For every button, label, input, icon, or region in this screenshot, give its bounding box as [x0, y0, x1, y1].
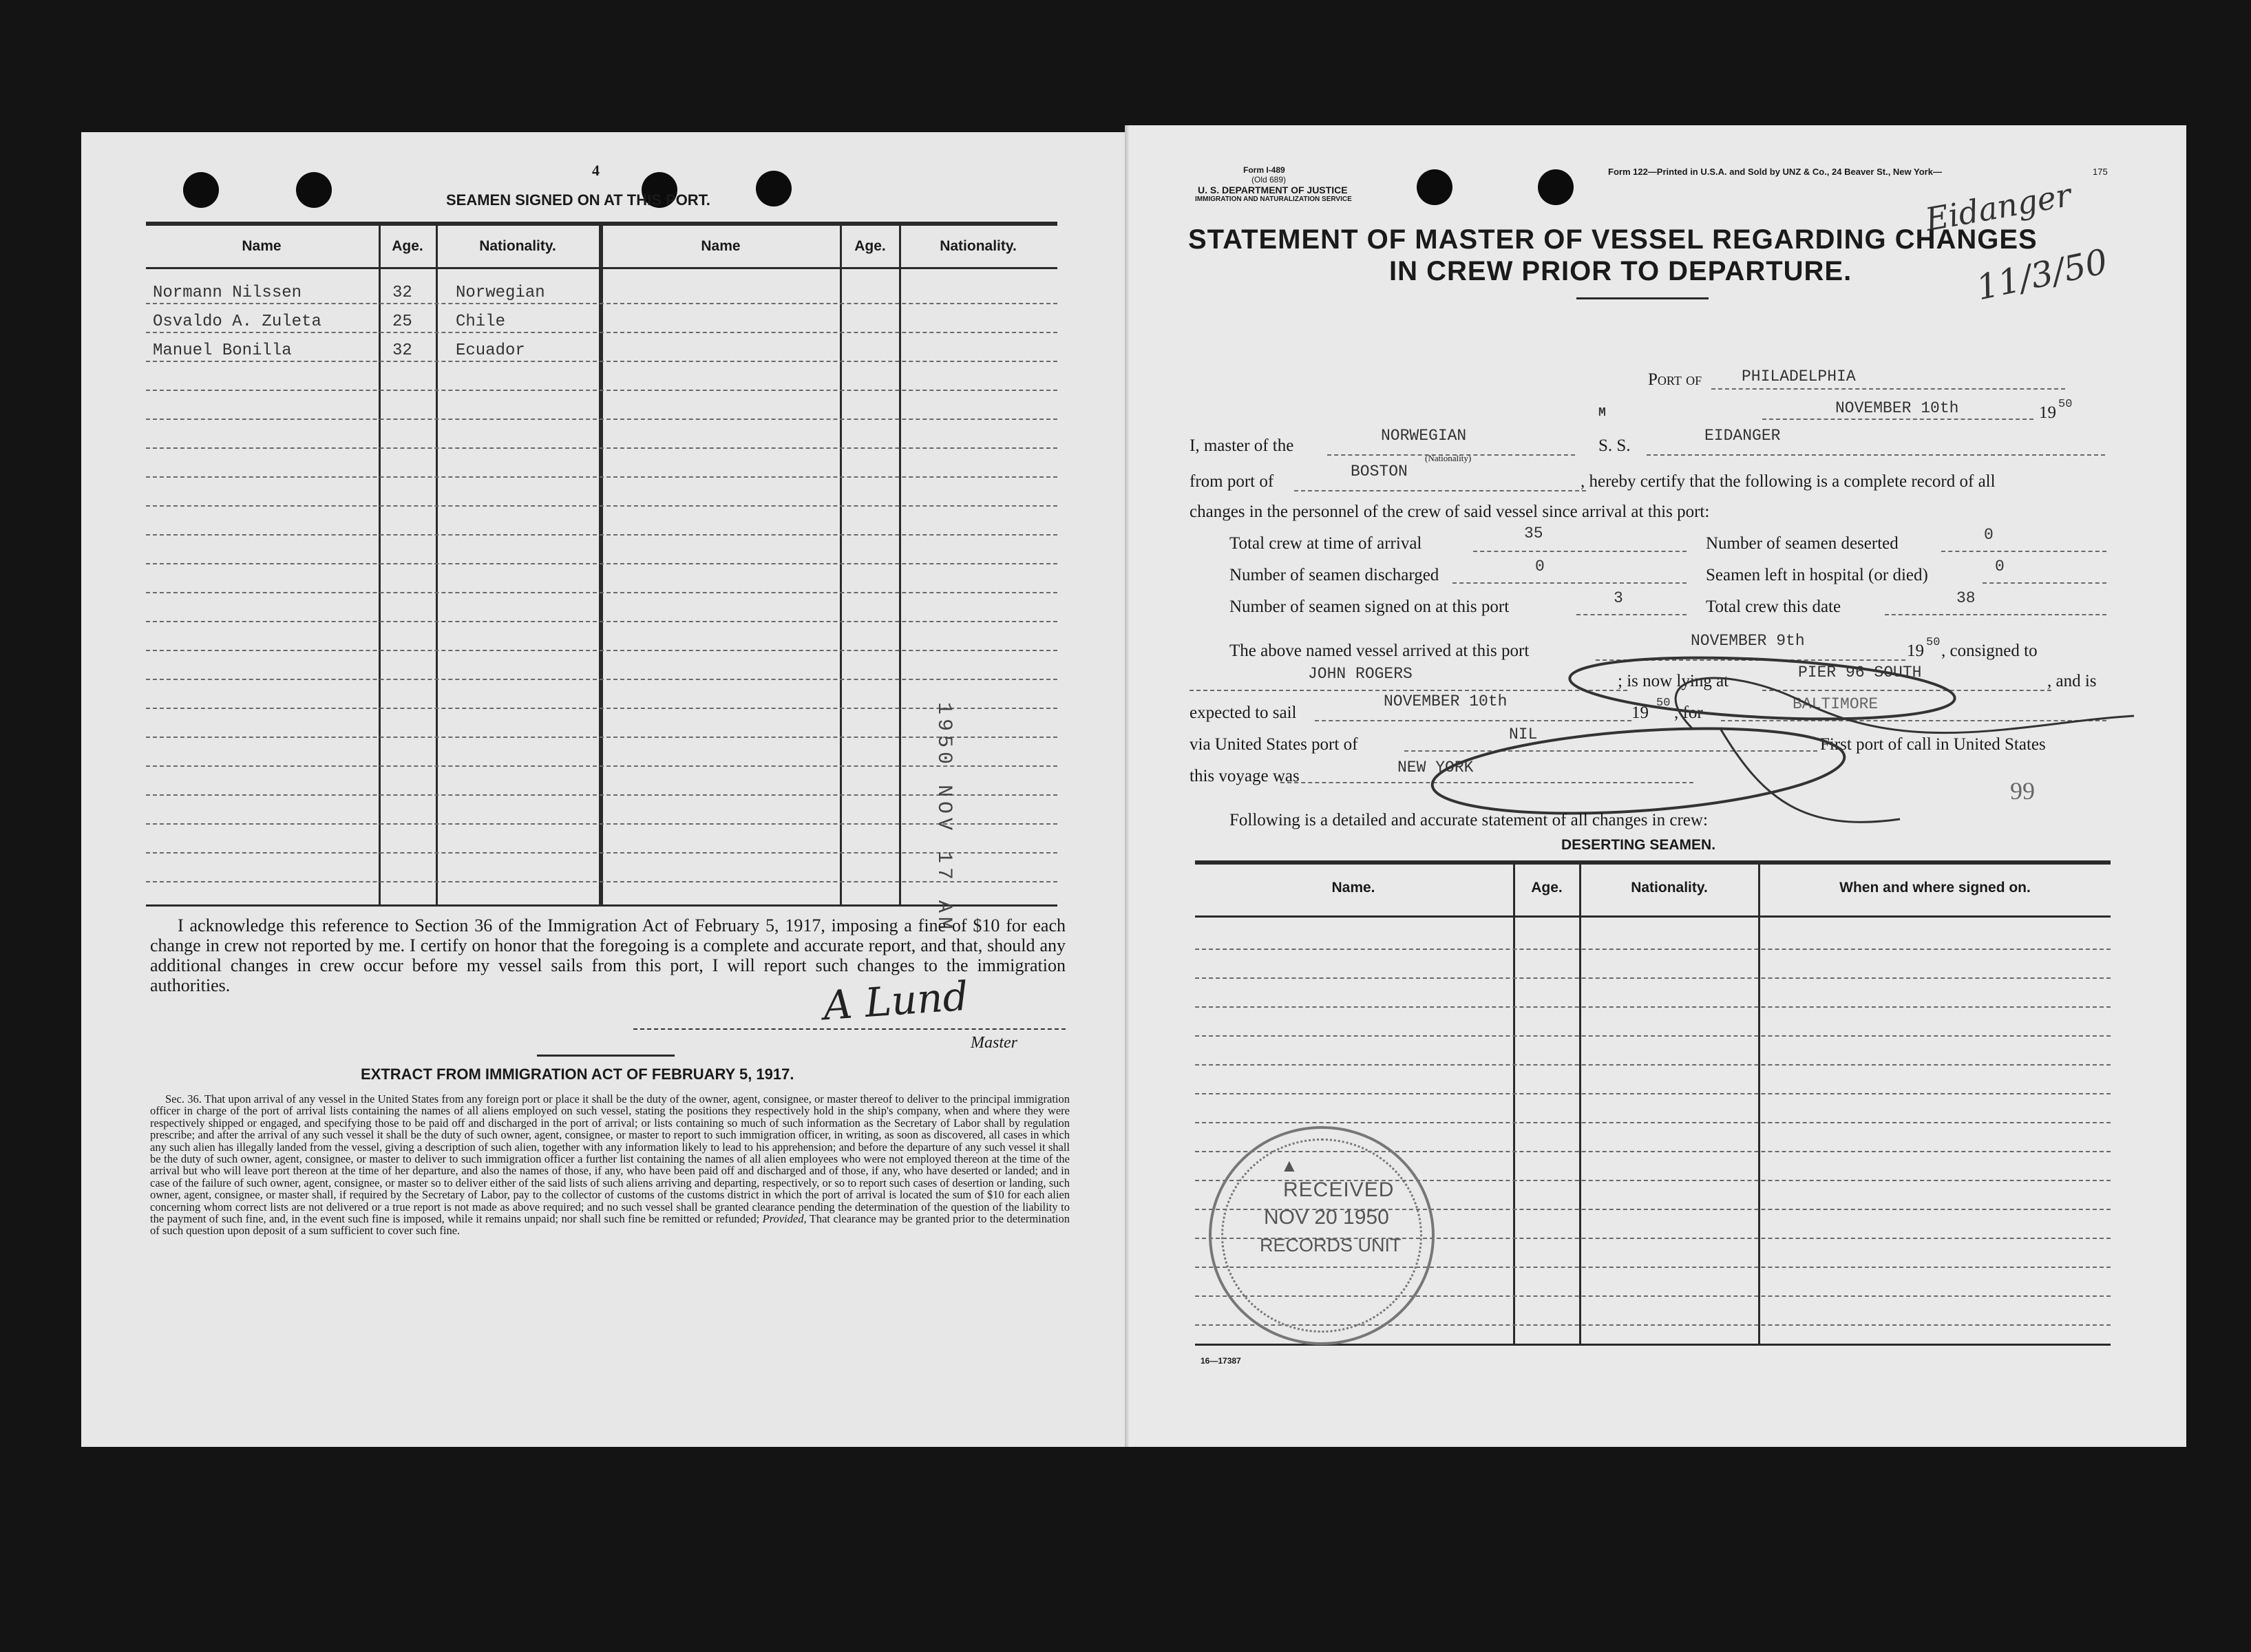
signed-on-label: Number of seamen signed on at this port	[1229, 597, 1510, 616]
deserted-label: Number of seamen deserted	[1706, 534, 1899, 553]
port-value: PHILADELPHIA	[1742, 368, 1856, 385]
row-rule	[146, 737, 1057, 738]
row-rule	[146, 621, 1057, 622]
expected-label: expected to sail	[1190, 703, 1297, 722]
punch-hole	[183, 172, 219, 208]
col-header-age: Age.	[392, 238, 423, 254]
handwritten-date: 11/3/50	[1973, 241, 2111, 308]
row-rule	[146, 823, 1057, 825]
row-1-nationality: Norwegian	[456, 284, 545, 302]
deserting-header-rule	[1195, 915, 2111, 918]
row-rule	[146, 303, 1057, 304]
hospital-value: 0	[1995, 558, 2005, 575]
total-crew-date-value: 38	[1956, 589, 1976, 607]
stat-rule	[1576, 614, 1687, 615]
deserting-title: DESERTING SEAMEN.	[1561, 837, 1716, 853]
deserting-row-rule	[1195, 1122, 2111, 1123]
for-label: , for	[1674, 703, 1703, 722]
destination-value: BALTIMORE	[1793, 695, 1879, 713]
total-crew-arrival-value: 35	[1524, 525, 1543, 542]
printer-code: 175	[2093, 167, 2108, 177]
punch-hole	[1417, 169, 1452, 205]
row-rule	[146, 447, 1057, 449]
certify-text: , hereby certify that the following is a complete record of all	[1581, 472, 1996, 491]
extract-proviso-label: Provided,	[762, 1212, 807, 1226]
row-1-age: 32	[392, 284, 412, 302]
divider	[537, 1055, 675, 1057]
row-3-age: 32	[392, 341, 412, 360]
column-divider	[1513, 865, 1515, 1344]
row-rule	[146, 708, 1057, 709]
from-port-value: BOSTON	[1351, 463, 1408, 480]
row-rule	[146, 794, 1057, 796]
arrived-label: The above named vessel arrived at this port	[1229, 642, 1530, 660]
total-crew-date-label: Total crew this date	[1706, 597, 1841, 616]
received-stamp	[1209, 1126, 1435, 1345]
arrived-date: NOVEMBER 9th	[1691, 632, 1805, 650]
nationality-value: NORWEGIAN	[1381, 427, 1467, 445]
row-rule	[146, 563, 1057, 564]
column-divider	[599, 224, 603, 906]
vessel-type: S. S.	[1598, 436, 1631, 455]
changes-text: changes in the personnel of the crew of said vessel since arrival at this port:	[1190, 502, 1710, 521]
stamp-line1: RECEIVED	[1283, 1178, 1395, 1201]
col-header-nationality-2: Nationality.	[940, 238, 1017, 254]
first-port-label: First port of call in United States	[1820, 735, 2046, 754]
stat-rule	[1452, 582, 1687, 584]
row-rule	[146, 390, 1057, 391]
row-rule	[146, 679, 1057, 680]
column-divider	[840, 224, 842, 906]
stat-rule	[1983, 582, 2106, 584]
form-number: Form I-489	[1243, 165, 1285, 175]
column-divider	[899, 224, 901, 906]
row-rule	[146, 419, 1057, 420]
deserting-row-rule	[1195, 1093, 2111, 1094]
discharged-label: Number of seamen discharged	[1229, 566, 1439, 584]
row-2-nationality: Chile	[456, 313, 506, 331]
total-crew-arrival-label: Total crew at time of arrival	[1229, 534, 1422, 553]
row-rule	[146, 852, 1057, 854]
punch-hole	[756, 171, 792, 206]
voyage-label: this voyage was	[1190, 767, 1300, 785]
consignee: JOHN ROGERS	[1308, 665, 1413, 683]
row-3-name: Manuel Bonilla	[153, 341, 292, 360]
page-number: 4	[592, 162, 600, 179]
row-rule	[146, 361, 1057, 362]
signature-rule	[633, 1028, 1066, 1030]
deserting-row-rule	[1195, 1006, 2111, 1008]
date-value: NOVEMBER 10th	[1835, 399, 1959, 417]
lying-label: ; is now lying at	[1618, 672, 1729, 690]
vessel-name-rule	[1647, 454, 2105, 456]
expected-year-suffix: 50	[1656, 697, 1671, 710]
extract-title: EXTRACT FROM IMMIGRATION ACT OF FEBRUARY 5, 1917.	[361, 1066, 794, 1083]
col-header-name: Name	[242, 238, 282, 254]
page-fold	[1125, 125, 1129, 1447]
column-divider	[1758, 865, 1760, 1344]
discharged-value: 0	[1535, 558, 1545, 575]
deserting-row-rule	[1195, 949, 2111, 950]
title-rule	[1576, 297, 1709, 299]
deserting-col-age: Age.	[1531, 880, 1563, 896]
master-label: Master	[971, 1034, 1017, 1052]
deserting-col-nationality: Nationality.	[1631, 880, 1708, 896]
extract-text: That upon arrival of any vessel in the United States from any foreign port or place it shall be the duty of the owner, agent, consignee, or master thereof to deliver to the principal immigration officer in charge of the port of arrival lists containing the names of all aliens employed on such vessel, stating the positions they respectively hold in the ship's company, when and where they were respectively shipped or engaged, and specifying those to be paid off and discharged in the port of arrival; or lists containing so much of such information as the Secretary of Labor shall by regulation prescribe; and after the arrival of any such vessel it shall be the duty of such owner, agent, consignee, or master to report to such immigration officer, in writing, as soon as discovered, all cases in which any such alien has illegally landed from the vessel, giving a description of such alien, together with any information likely to lead to his apprehension; and before the departure of any such vessel it shall be the duty of such owner, agent, consignee, or master to deliver to such immigration officer a further list containing the names of all alien employees who were not employed thereon at the time of the arrival but who will leave port thereon at the time of her departure, and also the names of those, if any, who have been paid off and discharged and of those, if any, who have deserted or landed; and in case of the failure of such owner, agent, consignee, or master so to deliver either of the said lists of such aliens arriving and departing, respectively, or so to report such cases of desertion or landing, such owner, agent, consignee, or master shall, if required by the Secretary of Labor, pay to the collector of customs of the customs district in which the port of arrival is located the sum of $10 for each alien concerning whom correct lists are not delivered or a true report is not made as above required; and no such vessel shall be granted clearance pending the determination of the question of the liability to the payment of such fine, and, in the event such fine is imposed, while it remains unpaid; nor shall such fine be remitted or refunded;	[150, 1093, 1070, 1226]
row-rule	[146, 534, 1057, 536]
section-title: SEAMEN SIGNED ON AT THIS PORT.	[446, 191, 710, 209]
deserting-row-rule	[1195, 1064, 2111, 1066]
column-divider	[436, 224, 438, 906]
via-label: via United States port of	[1190, 735, 1358, 754]
port-label: Port of	[1648, 370, 1702, 389]
footer-code: 16—17387	[1201, 1356, 1241, 1366]
column-divider	[379, 224, 381, 906]
row-rule	[146, 476, 1057, 478]
col-header-age-2: Age.	[854, 238, 886, 254]
stat-rule	[1473, 551, 1687, 552]
consigned-label: , consigned to	[1941, 642, 2038, 660]
extract-proviso-text: That clearance may be granted prior to the determination of such question upon deposit of a sum sufficient to cover such fine.	[150, 1212, 1070, 1238]
row-2-name: Osvaldo A. Zuleta	[153, 313, 321, 331]
row-3-nationality: Ecuador	[456, 341, 525, 360]
stamp-arrow-icon: ▲	[1280, 1155, 1298, 1176]
expected-year-prefix: 19	[1631, 703, 1649, 722]
row-rule	[146, 881, 1057, 882]
signed-on-value: 3	[1614, 589, 1623, 607]
arrived-year-suffix: 50	[1926, 636, 1941, 649]
printer-note: Form 122—Printed in U.S.A. and Sold by UNZ & Co., 24 Beaver St., New York—	[1608, 167, 1942, 177]
row-1-name: Normann Nilssen	[153, 284, 302, 302]
column-divider	[1579, 865, 1581, 1344]
deserting-col-signed-on: When and where signed on.	[1839, 880, 2031, 896]
date-year-suffix: 50	[2058, 398, 2073, 411]
vessel-name: EIDANGER	[1704, 427, 1781, 445]
punch-hole	[1538, 169, 1574, 205]
form-old-number: (Old 689)	[1251, 175, 1287, 184]
extract-body	[150, 1093, 1070, 1349]
from-port-rule	[1294, 490, 1586, 491]
and-is-label: , and is	[2047, 672, 2097, 690]
stamp-line2: NOV 20 1950	[1264, 1206, 1389, 1229]
nationality-caption: (Nationality)	[1425, 453, 1472, 463]
date-rule	[1762, 419, 2033, 420]
deserting-row-rule	[1195, 1035, 2111, 1037]
row-rule	[146, 505, 1057, 507]
handwritten-vessel-name: Eidanger	[1922, 176, 2074, 239]
row-rule	[146, 592, 1057, 593]
row-2-age: 25	[392, 313, 412, 331]
port-rule	[1711, 388, 2065, 390]
extract-section-label: Sec. 36.	[165, 1093, 202, 1105]
row-rule	[146, 765, 1057, 767]
punch-hole	[296, 172, 332, 208]
deserted-value: 0	[1984, 526, 1994, 544]
row-rule	[146, 650, 1057, 651]
pencil-number: 99	[2010, 777, 2035, 805]
arrived-year-prefix: 19	[1907, 642, 1924, 660]
deserting-table-top-rule	[1195, 860, 2111, 865]
received-stamp-vertical: 1950 NOV 17 AM	[932, 702, 955, 934]
voyage-value: NEW YORK	[1397, 759, 1474, 776]
expected-date: NOVEMBER 10th	[1384, 692, 1508, 710]
hospital-label: Seamen left in hospital (or died)	[1706, 566, 1928, 584]
stat-rule	[1885, 614, 2106, 615]
lying-at-value: PIER 96 SOUTH	[1798, 664, 1922, 681]
acknowledgement-text: I acknowledge this reference to Section 36 of the Immigration Act of February 5, 1917, imposing a fine of $10 for each change in crew not reported by me. I certify on honor that the foregoing is a complete and accurate report, and that, should any additional changes in crew occur before my vessel sails from this port, I will report such changes to the immigration authorities.	[150, 915, 1066, 995]
col-header-name-2: Name	[701, 238, 741, 254]
vessel-type-overstrike: M	[1598, 406, 1606, 420]
master-of-label: I, master of the	[1190, 436, 1294, 455]
master-signature: A Lund	[821, 972, 970, 1030]
col-header-nationality: Nationality.	[479, 238, 556, 254]
form-title-line2: IN CREW PRIOR TO DEPARTURE.	[1389, 256, 1852, 286]
deserting-col-name: Name.	[1331, 880, 1375, 896]
service: IMMIGRATION AND NATURALIZATION SERVICE	[1195, 195, 1352, 203]
following-text: Following is a detailed and accurate statement of all changes in crew:	[1229, 811, 1708, 829]
department: U. S. DEPARTMENT OF JUSTICE	[1198, 184, 1348, 195]
table-bottom-rule	[146, 904, 1057, 907]
deserting-row-rule	[1195, 977, 2111, 979]
via-value: NIL	[1509, 726, 1538, 743]
stat-rule	[1941, 551, 2106, 552]
form-title-line1: STATEMENT OF MASTER OF VESSEL REGARDING CHANGES	[1188, 224, 2038, 255]
from-port-label: from port of	[1190, 472, 1274, 491]
row-rule	[146, 332, 1057, 333]
stamp-line3: RECORDS UNIT	[1260, 1235, 1402, 1256]
date-year-prefix: 19	[2039, 403, 2056, 422]
